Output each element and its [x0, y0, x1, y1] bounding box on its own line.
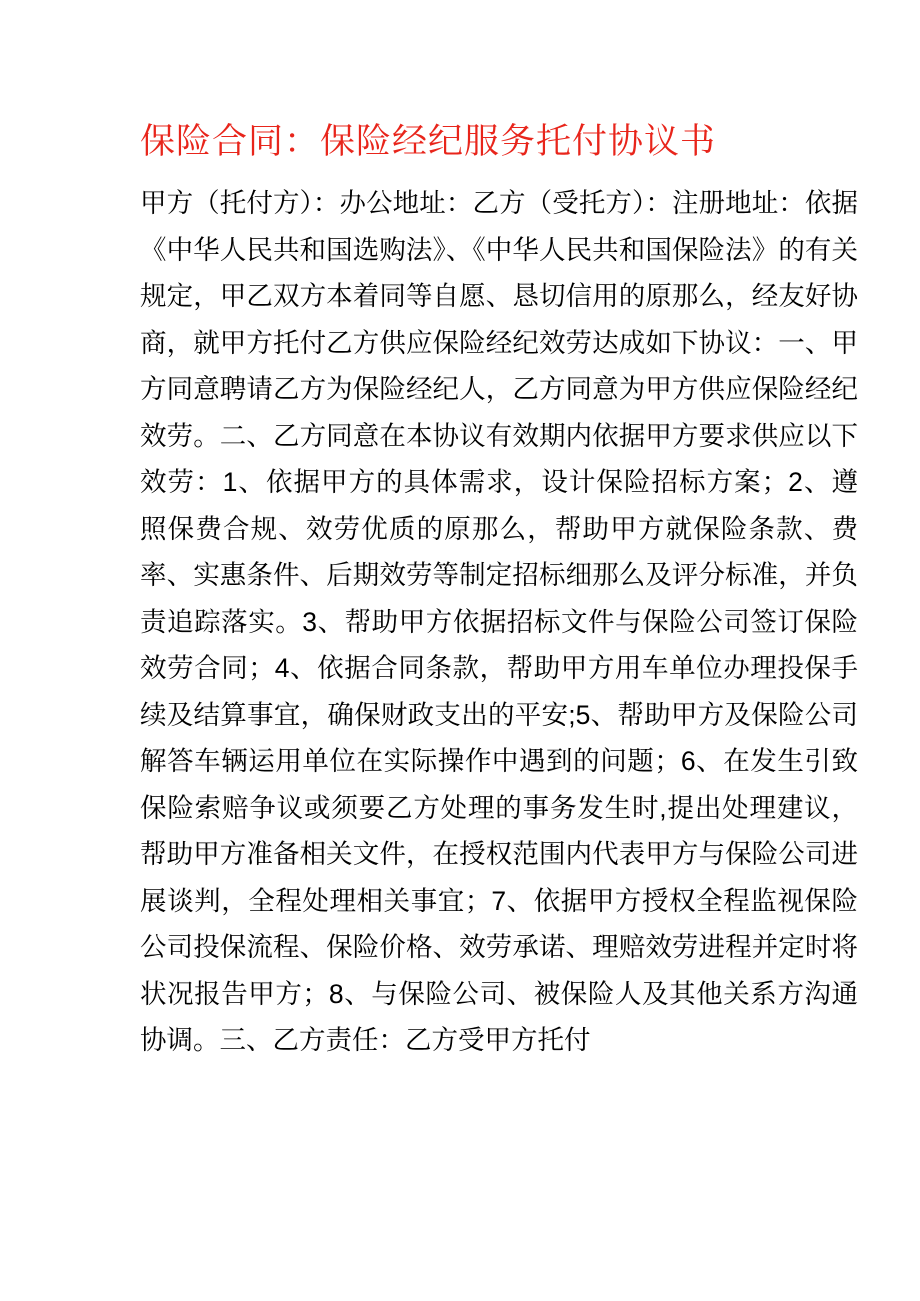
page-title: 保险合同：保险经纪服务托付协议书 [140, 122, 717, 161]
document-body-text: 甲方（托付方）：办公地址：乙方（受托方）：注册地址：依据《中华人民共和国选购法》、《中华人民共和国保险法》的有关规定，甲乙双方本着同等自愿、恳切信用的原那么，经友好协商，就甲方托付乙方供应保险经纪效劳达成如下协议：一、甲方同意聘请乙方为保险经纪人，乙方同意为甲方供应保险经纪效劳。二、乙方同意在本协议有效期内依据甲方要求供应以下效劳：1、依据甲方的具体需求，设计保险招标方案；2、遵照保费合规、效劳优质的原那么，帮助甲方就保险条款、费率、实惠条件、后期效劳等制定招标细那么及评分标准，并负责追踪落实。3、帮助甲方依据招标文件与保险公司签订保险效劳合同；4、依据合同条款，帮助甲方用车单位办理投保手续及结算事宜，确保财政支出的平安;5、帮助甲方及保险公司解答车辆运用单位在实际操作中遇到的问题；6、在发生引致保险索赔争议或须要乙方处理的事务发生时,提出处理建议，帮助甲方准备相关文件，在授权范围内代表甲方与保险公司进展谈判，全程处理相关事宜；7、依据甲方授权全程监视保险公司投保流程、保险价格、效劳承诺、理赔效劳进程并定时将状况报告甲方；8、与保险公司、被保险人及其他关系方沟通协调。三、乙方责任：乙方受甲方托付 [140, 188, 858, 1055]
